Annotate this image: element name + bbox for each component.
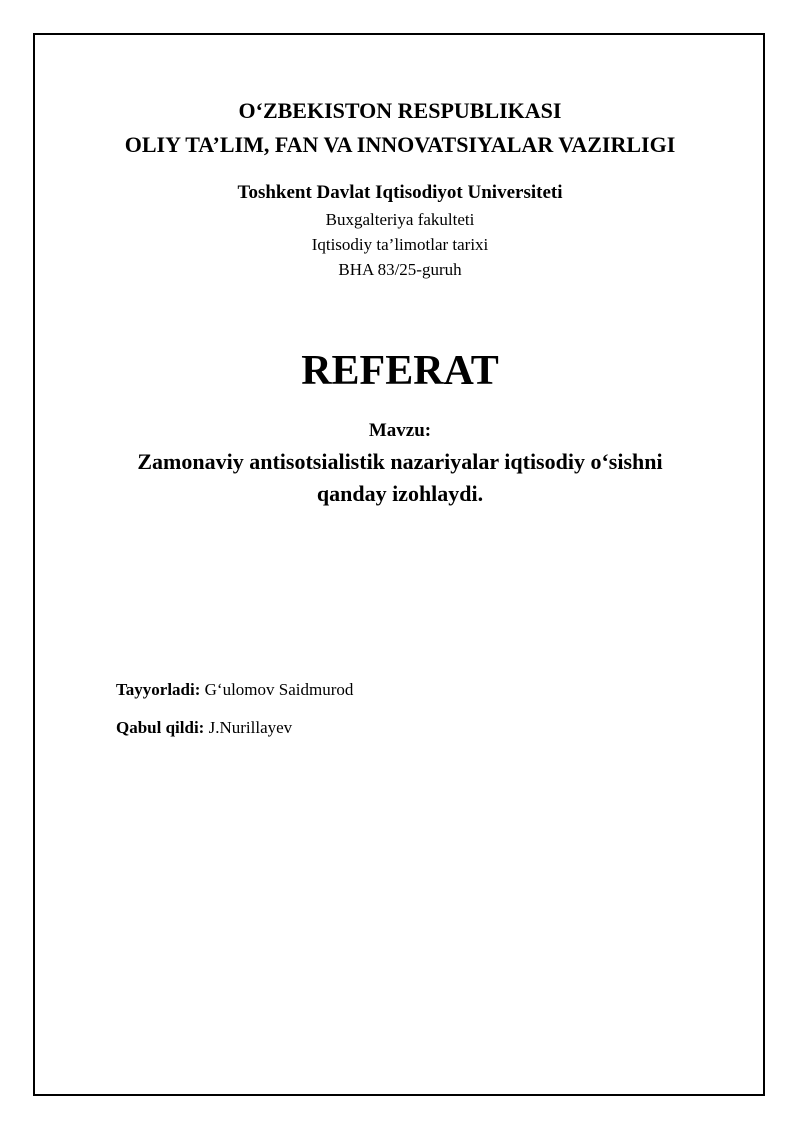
topic-label: Mavzu: xyxy=(368,420,432,441)
ministry-title: OLIY TA’LIM, FAN VA INNOVATSIYALAR VAZIRLIGI xyxy=(124,132,676,157)
country-title: O‘ZBEKISTON RESPUBLIKASI xyxy=(238,98,562,123)
accepted-by-label: Qabul qildi: xyxy=(116,718,205,737)
topic-line-1: Zamonaviy antisotsialistik nazariyalar iqtisodiy o‘sishni xyxy=(137,449,663,474)
subject-name: Iqtisodiy ta’limotlar tarixi xyxy=(311,235,489,254)
accepted-by-name: J.Nurillayev xyxy=(208,718,293,737)
prepared-by-label: Tayyorladi: xyxy=(116,680,201,699)
university-name: Toshkent Davlat Iqtisodiyot Universiteti xyxy=(237,182,563,203)
topic-line-2: qanday izohlaydi. xyxy=(316,481,484,506)
document-type: REFERAT xyxy=(301,348,499,394)
group-name: BHA 83/25-guruh xyxy=(338,260,462,279)
accepted-by xyxy=(116,716,292,740)
prepared-by-name: G‘ulomov Saidmurod xyxy=(204,680,354,699)
prepared-by xyxy=(116,678,353,702)
faculty-name: Buxgalteriya fakulteti xyxy=(325,210,475,229)
